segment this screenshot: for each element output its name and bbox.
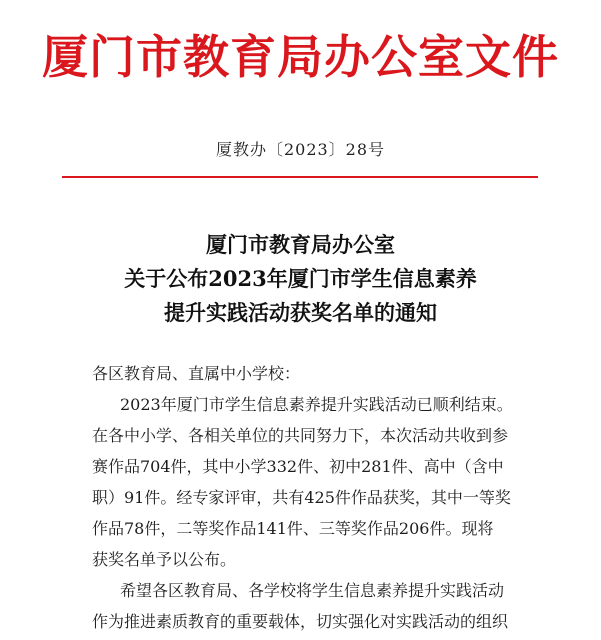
salutation: 各区教育局、直属中小学校： [92,364,301,383]
notice-title-line: 关于公布2023年厦门市学生信息素养 [124,266,477,291]
paragraph-line: 作为推进素质教育的重要载体，切实强化对实践活动的组织 [92,612,509,631]
notice-title [0,228,601,330]
document-number: 厦教办〔2023〕28号 [215,140,386,159]
notice-title-line: 厦门市教育局办公室 [206,232,395,257]
paragraph-1 [92,389,522,575]
red-divider-rule [62,176,538,178]
paragraph-line: 作品78件，二等奖作品141件、三等奖作品206件。现将 [92,519,494,538]
paragraph-line: 2023年厦门市学生信息素养提升实践活动已顺利结束。 [120,395,513,414]
notice-body [92,358,522,637]
paragraph-2 [92,575,522,637]
paragraph-line: 获奖名单予以公布。 [92,550,237,569]
masthead-title: 厦门市教育局办公室文件 [42,30,559,84]
paragraph-line: 职）91件。经专家评审，共有425件作品获奖，其中一等奖 [92,488,511,507]
paragraph-line: 赛作品704件，其中小学332件、初中281件、高中（含中 [92,457,504,476]
notice-title-line: 提升实践活动获奖名单的通知 [164,300,437,325]
paragraph-line: 在各中小学、各相关单位的共同努力下，本次活动共收到参 [92,426,509,445]
paragraph-line: 希望各区教育局、各学校将学生信息素养提升实践活动 [120,581,505,600]
